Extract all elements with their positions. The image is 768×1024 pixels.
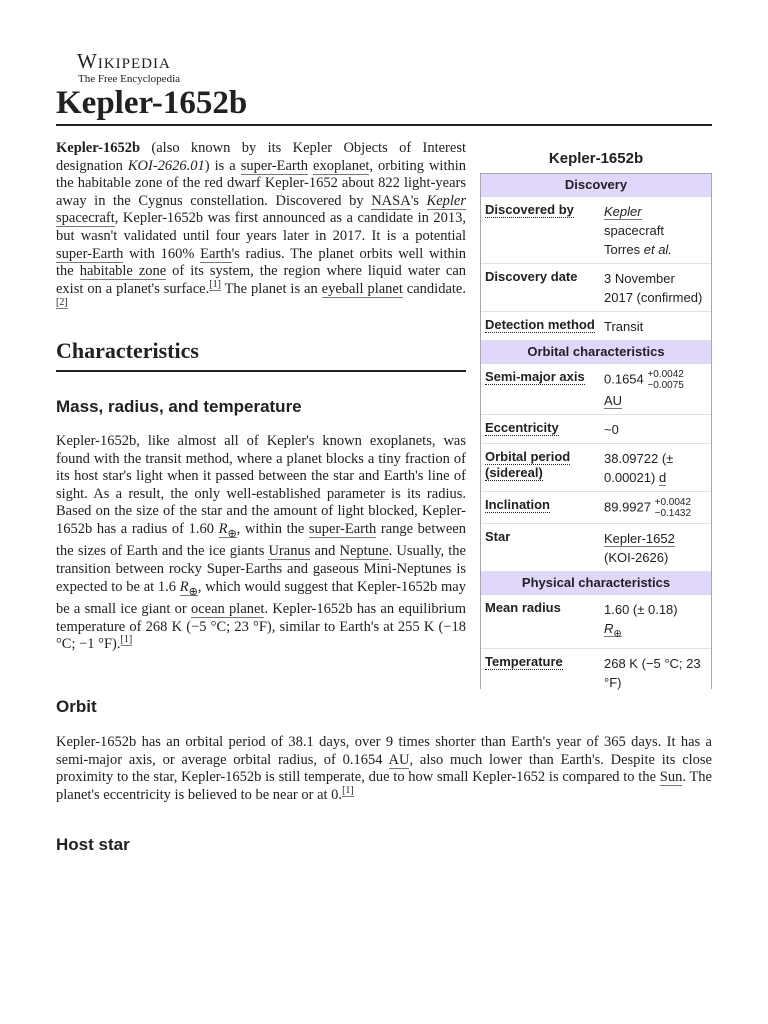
heading-mass-radius-temperature: Mass, radius, and temperature (56, 397, 302, 416)
link-super-earth[interactable]: super-Earth (240, 157, 309, 174)
infobox-label (481, 649, 602, 696)
earth-radius-unit[interactable] (219, 521, 237, 538)
text: range between the sizes of Earth and the ice giants (56, 520, 466, 560)
infobox-value: 3 November 2017 (confirmed) (604, 271, 703, 305)
text: , also much lower than Earth's. Despite its close proximity to the star, Kepler-1652b is still temperate, due to how small Kepler-1652 is compared to the (56, 751, 712, 786)
wikipedia-logo[interactable] (77, 49, 180, 85)
link-super-earth-3[interactable]: super-Earth (308, 520, 377, 537)
link-eyeball-planet[interactable]: eyeball planet (321, 280, 403, 297)
text: ⊕ (227, 527, 237, 540)
link-kepler-infobox[interactable]: Kepler (604, 204, 642, 219)
link-kepler[interactable]: Kepler (426, 192, 466, 209)
text: et al. (643, 242, 672, 257)
infobox (480, 145, 712, 689)
infobox-value: ~0 (604, 422, 619, 437)
link-semi-major-axis[interactable]: Semi-major axis (485, 369, 585, 384)
reference-1-b[interactable]: [1] (120, 634, 133, 646)
infobox-frame (480, 173, 712, 689)
text: R (179, 578, 189, 595)
link-ocean-planet[interactable]: ocean planet (190, 601, 265, 618)
infobox-row-discovery-date (481, 264, 711, 312)
link-detection-method[interactable]: Detection method (485, 317, 595, 332)
text: +0.0042 (647, 369, 684, 380)
heading-orbit: Orbit (56, 697, 97, 716)
heading-characteristics: Characteristics (56, 338, 466, 372)
text: 0.1654 (604, 371, 644, 387)
link-au[interactable]: AU (388, 751, 410, 768)
text: . Usually, the transition between rocky Super-Earths and gaseous Mini-Neptunes is expected to be at 1.6 (56, 543, 466, 595)
infobox-label (481, 595, 602, 648)
text: , which would suggest that Kepler-1652b may be a small ice giant or (56, 578, 466, 618)
text: . The planet's eccentricity is believed to be near or at 0. (56, 769, 712, 803)
text: Torres (604, 242, 644, 257)
page-title: Kepler-1652b (56, 84, 712, 126)
text: and (310, 543, 340, 560)
reference-1-c[interactable]: [1] (342, 784, 354, 796)
logo-tagline: The Free Encyclopedia (78, 73, 181, 85)
infobox-row-orbital-period (481, 444, 711, 492)
link-neptune[interactable]: Neptune (339, 543, 389, 560)
reference-1[interactable]: [1] (209, 278, 221, 290)
link-uranus[interactable]: Uranus (268, 543, 311, 560)
infobox-value (602, 197, 711, 263)
link-eccentricity[interactable]: Eccentricity (485, 420, 559, 435)
link-sun[interactable]: Sun (659, 769, 683, 786)
infobox-value (602, 595, 711, 648)
text: 38.09722 (± 0.00021) (604, 451, 674, 485)
logo-wordmark: Wikipedia (77, 49, 171, 73)
text: R (218, 520, 228, 537)
infobox-section-discovery: Discovery (481, 174, 711, 197)
link-spacecraft[interactable]: spacecraft (56, 210, 115, 227)
infobox-row-temperature (481, 649, 711, 696)
infobox-label (481, 197, 602, 263)
earth-radius-unit-infobox[interactable] (604, 621, 622, 640)
link-kepler-1652[interactable]: Kepler-1652 (604, 531, 675, 546)
infobox-value (602, 444, 711, 491)
mass-paragraph (56, 433, 466, 654)
earth-radius-unit-2[interactable] (180, 579, 198, 596)
text: 89.9927 (604, 499, 651, 515)
text: Kepler-1652b has an orbital period of 38.1 days, over 9 times shorter than Earth's year of 365 days. It has a semi-major axis, or average orbital radius, of 0.1654 (56, 734, 712, 768)
text: Star (485, 529, 511, 544)
text: , within the (236, 520, 309, 537)
infobox-section-physical: Physical characteristics (481, 572, 711, 595)
infobox-label (481, 415, 602, 443)
text: 's radius. The planet orbits well within the (56, 245, 467, 280)
link-inclination[interactable]: Inclination (485, 497, 550, 512)
infobox-value (602, 364, 711, 414)
text: with 160% (123, 245, 201, 262)
text: R (604, 621, 614, 636)
text: (also known by its Kepler Objects of Interest designation (56, 140, 466, 174)
text: Mean radius (485, 600, 561, 615)
infobox-row-mean-radius (481, 595, 711, 649)
infobox-value (602, 492, 711, 523)
reference-2[interactable]: [2] (56, 296, 68, 308)
infobox-label (481, 312, 602, 340)
text: ) is a (204, 157, 241, 174)
text: (KOI-2626) (604, 550, 669, 565)
text: , orbiting within the habitable zone of the red dwarf Kepler-1652 about 822 light-years away in the Cygnus constellation. Discovered by (56, 157, 466, 209)
text: ⊕ (188, 585, 198, 598)
link-day-unit[interactable]: d (658, 470, 667, 485)
text: ⊕ (613, 628, 622, 640)
link-au-infobox[interactable]: AU (604, 393, 623, 408)
infobox-row-detection-method (481, 312, 711, 341)
infobox-label (481, 492, 602, 523)
link-super-earth-2[interactable]: super-Earth (56, 245, 124, 262)
text: Discovered by (485, 202, 574, 217)
infobox-label (481, 524, 602, 571)
infobox-row-star (481, 524, 711, 572)
text: of its system, the region where liquid water can exist on a planet's surface. (56, 263, 467, 297)
text: 's (410, 192, 427, 209)
text: 1.60 (± 0.18) (604, 602, 678, 617)
infobox-title: Kepler-1652b (548, 150, 644, 167)
link-nasa[interactable]: NASA (371, 192, 411, 209)
text: Kepler-1652b, like almost all of Kepler's known exoplanets, was found with the transit method, where a planet blocks a tiny fraction of its host star's light when it passed between the star and Earth's line of sight. As a result, the only well-established parameter is its radius. Based on the size of the star and the amount of light blocked, Kepler-1652b has a radius of 1.60 (56, 433, 466, 537)
link-habitable-zone[interactable]: habitable zone (79, 263, 167, 280)
infobox-row-inclination (481, 492, 711, 524)
lead-bold-name: Kepler-1652b (56, 140, 141, 156)
koi-designation: KOI-2626.01 (127, 157, 205, 174)
uncertainty (655, 497, 691, 519)
infobox-label (481, 264, 602, 311)
text: The planet is an (220, 280, 322, 297)
infobox-value: Transit (604, 319, 644, 334)
text: . Kepler-1652b has an equilibrium temperature of 268 K (−5 °C; 23 °F), similar to Earth's at 255 K (−18 °C; −1 °F). (56, 601, 466, 653)
infobox-value (602, 524, 711, 571)
text: −0.1432 (654, 508, 692, 519)
text: −0.0075 (647, 380, 684, 391)
infobox-row-discovered-by (481, 197, 711, 264)
uncertainty (647, 369, 683, 391)
text: spacecraft (604, 223, 664, 238)
heading-host-star: Host star (56, 835, 130, 854)
text: +0.0042 (654, 497, 692, 508)
text: , Kepler-1652b was first announced as a candidate in 2013, but wasn't validated until four years later in 2017. It is a potential (56, 210, 466, 244)
link-temperature[interactable]: Temperature (485, 653, 563, 669)
infobox-value: 268 K (−5 °C; 23 °F) (604, 655, 701, 690)
link-orbital-period[interactable]: Orbital period (sidereal) (485, 449, 571, 480)
infobox-label (481, 364, 602, 414)
lead-paragraph (56, 140, 466, 316)
link-earth[interactable]: Earth (200, 245, 232, 262)
infobox-label (481, 444, 602, 491)
text: Discovery date (485, 269, 578, 284)
infobox-row-eccentricity (481, 415, 711, 444)
infobox-section-orbital: Orbital characteristics (481, 341, 711, 364)
orbit-paragraph (56, 734, 712, 804)
text: candidate. (402, 280, 466, 297)
link-exoplanet[interactable]: exoplanet (313, 157, 370, 174)
infobox-row-semi-major-axis (481, 364, 711, 415)
